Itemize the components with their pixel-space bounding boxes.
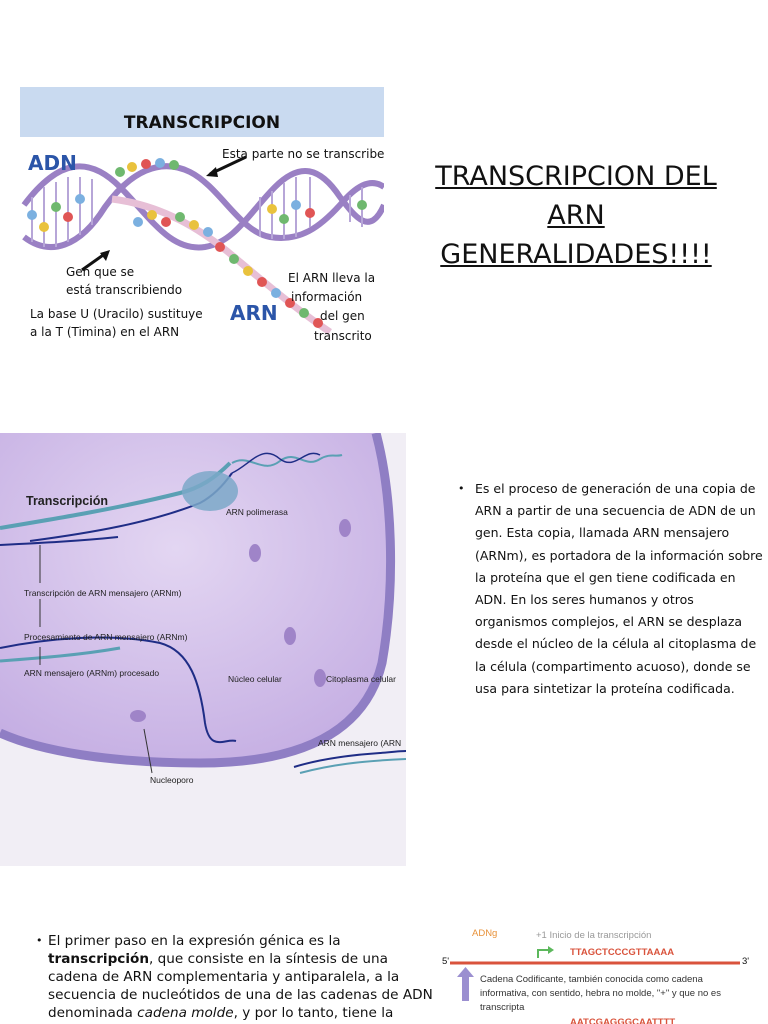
desc-line1: Cadena Codificante, también conocida como cadena (480, 974, 703, 985)
polimerasa-label: ARN polimerasa (226, 507, 288, 517)
nucleoporo-label: Nucleoporo (150, 775, 194, 785)
no-transcribe-label: Esta parte no se transcribe (222, 147, 384, 161)
arn-info-line3: del gen (320, 309, 365, 323)
strand-arrow-shaft (462, 975, 469, 1001)
transcription-diagram (20, 87, 384, 375)
seq-bottom: AATCGAGGGCAATTTT (570, 1017, 676, 1024)
bullet: • (458, 482, 465, 495)
bullet: • (36, 934, 43, 947)
step3-label: ARN mensajero (ARNm) procesado (24, 668, 160, 678)
slide-title-line3: GENERALIDADES!!!! (440, 239, 712, 270)
coding-strand-diagram (440, 925, 768, 1024)
italic-term: cadena molde (137, 1005, 234, 1021)
cell-transcription-illustration (0, 433, 406, 866)
desc-line2: informativa, con sentido, hebra no molde, "+" y que no es (480, 988, 721, 999)
gene-label-line1: Gen que se (66, 265, 135, 279)
arn-info-line2: información (291, 290, 363, 304)
transcription-definition (458, 478, 764, 700)
uracil-label-line1: La base U (Uracilo) sustituye (30, 307, 203, 321)
uracil-label-line2: a la T (Timina) en el ARN (30, 325, 180, 339)
desc-line3: transcripta (480, 1002, 525, 1013)
arn-info-line1: El ARN lleva la (288, 271, 376, 285)
step2-label: Procesamiento de ARN mensajero (ARNm) (24, 632, 188, 642)
arnm-label: ARN mensajero (ARN (318, 738, 402, 748)
gene-expression-paragraph (36, 932, 436, 1022)
strand-arrow-head (457, 967, 474, 977)
gene-expression-text: El primer paso en la expresión génica es la transcripción, que consiste en la síntesis de una cadena de ARN complementaria y antiparalela, a la secuencia de nucleótidos de una de las cadenas de ADN denominada cadena molde, y por lo tanto, tiene la (48, 933, 433, 1021)
polymerase-blob (182, 471, 238, 511)
slide-title-line1: TRANSCRIPCION DEL (435, 161, 717, 192)
adng-label: ADNg (472, 928, 498, 939)
arn-label: ARN (230, 301, 278, 325)
arn-info-line4: transcrito (314, 329, 372, 343)
slide-title-line2: ARN (547, 200, 605, 231)
five-prime: 5' (442, 956, 450, 967)
nucleo-label: Núcleo celular (228, 674, 282, 684)
diagram-title: TRANSCRIPCION (123, 113, 281, 133)
cell-figure-title: Transcripción (26, 494, 108, 508)
gene-label-line2: está transcribiendo (66, 283, 183, 297)
promoter-arrow (538, 950, 548, 958)
seq-top: TTAGCTCCCGTTAAAA (570, 947, 675, 958)
inicio-label: +1 Inicio de la transcripción (536, 930, 652, 941)
definition-text: Es el proceso de generación de una copia de ARN a partir de una secuencia de ADN de un gen. Esta copia, llamada ARN mensajero (ARNm), es portadora de la información sobre la proteína que el gen tiene codificada en ADN. En los seres humanos y otros organismos complejos, el ARN se desplaza desde el núcleo de la célula al citoplasma de la célula (compartimento acuoso), donde se usa para sintetizar la proteína codificada. (475, 481, 763, 696)
step1-label: Transcripción de ARN mensajero (ARNm) (24, 588, 182, 598)
adn-label: ADN (28, 151, 77, 175)
three-prime: 3' (742, 956, 750, 967)
slide-title (418, 157, 734, 274)
citoplasma-label: Citoplasma celular (326, 674, 396, 684)
bold-term: transcripción (48, 951, 150, 967)
